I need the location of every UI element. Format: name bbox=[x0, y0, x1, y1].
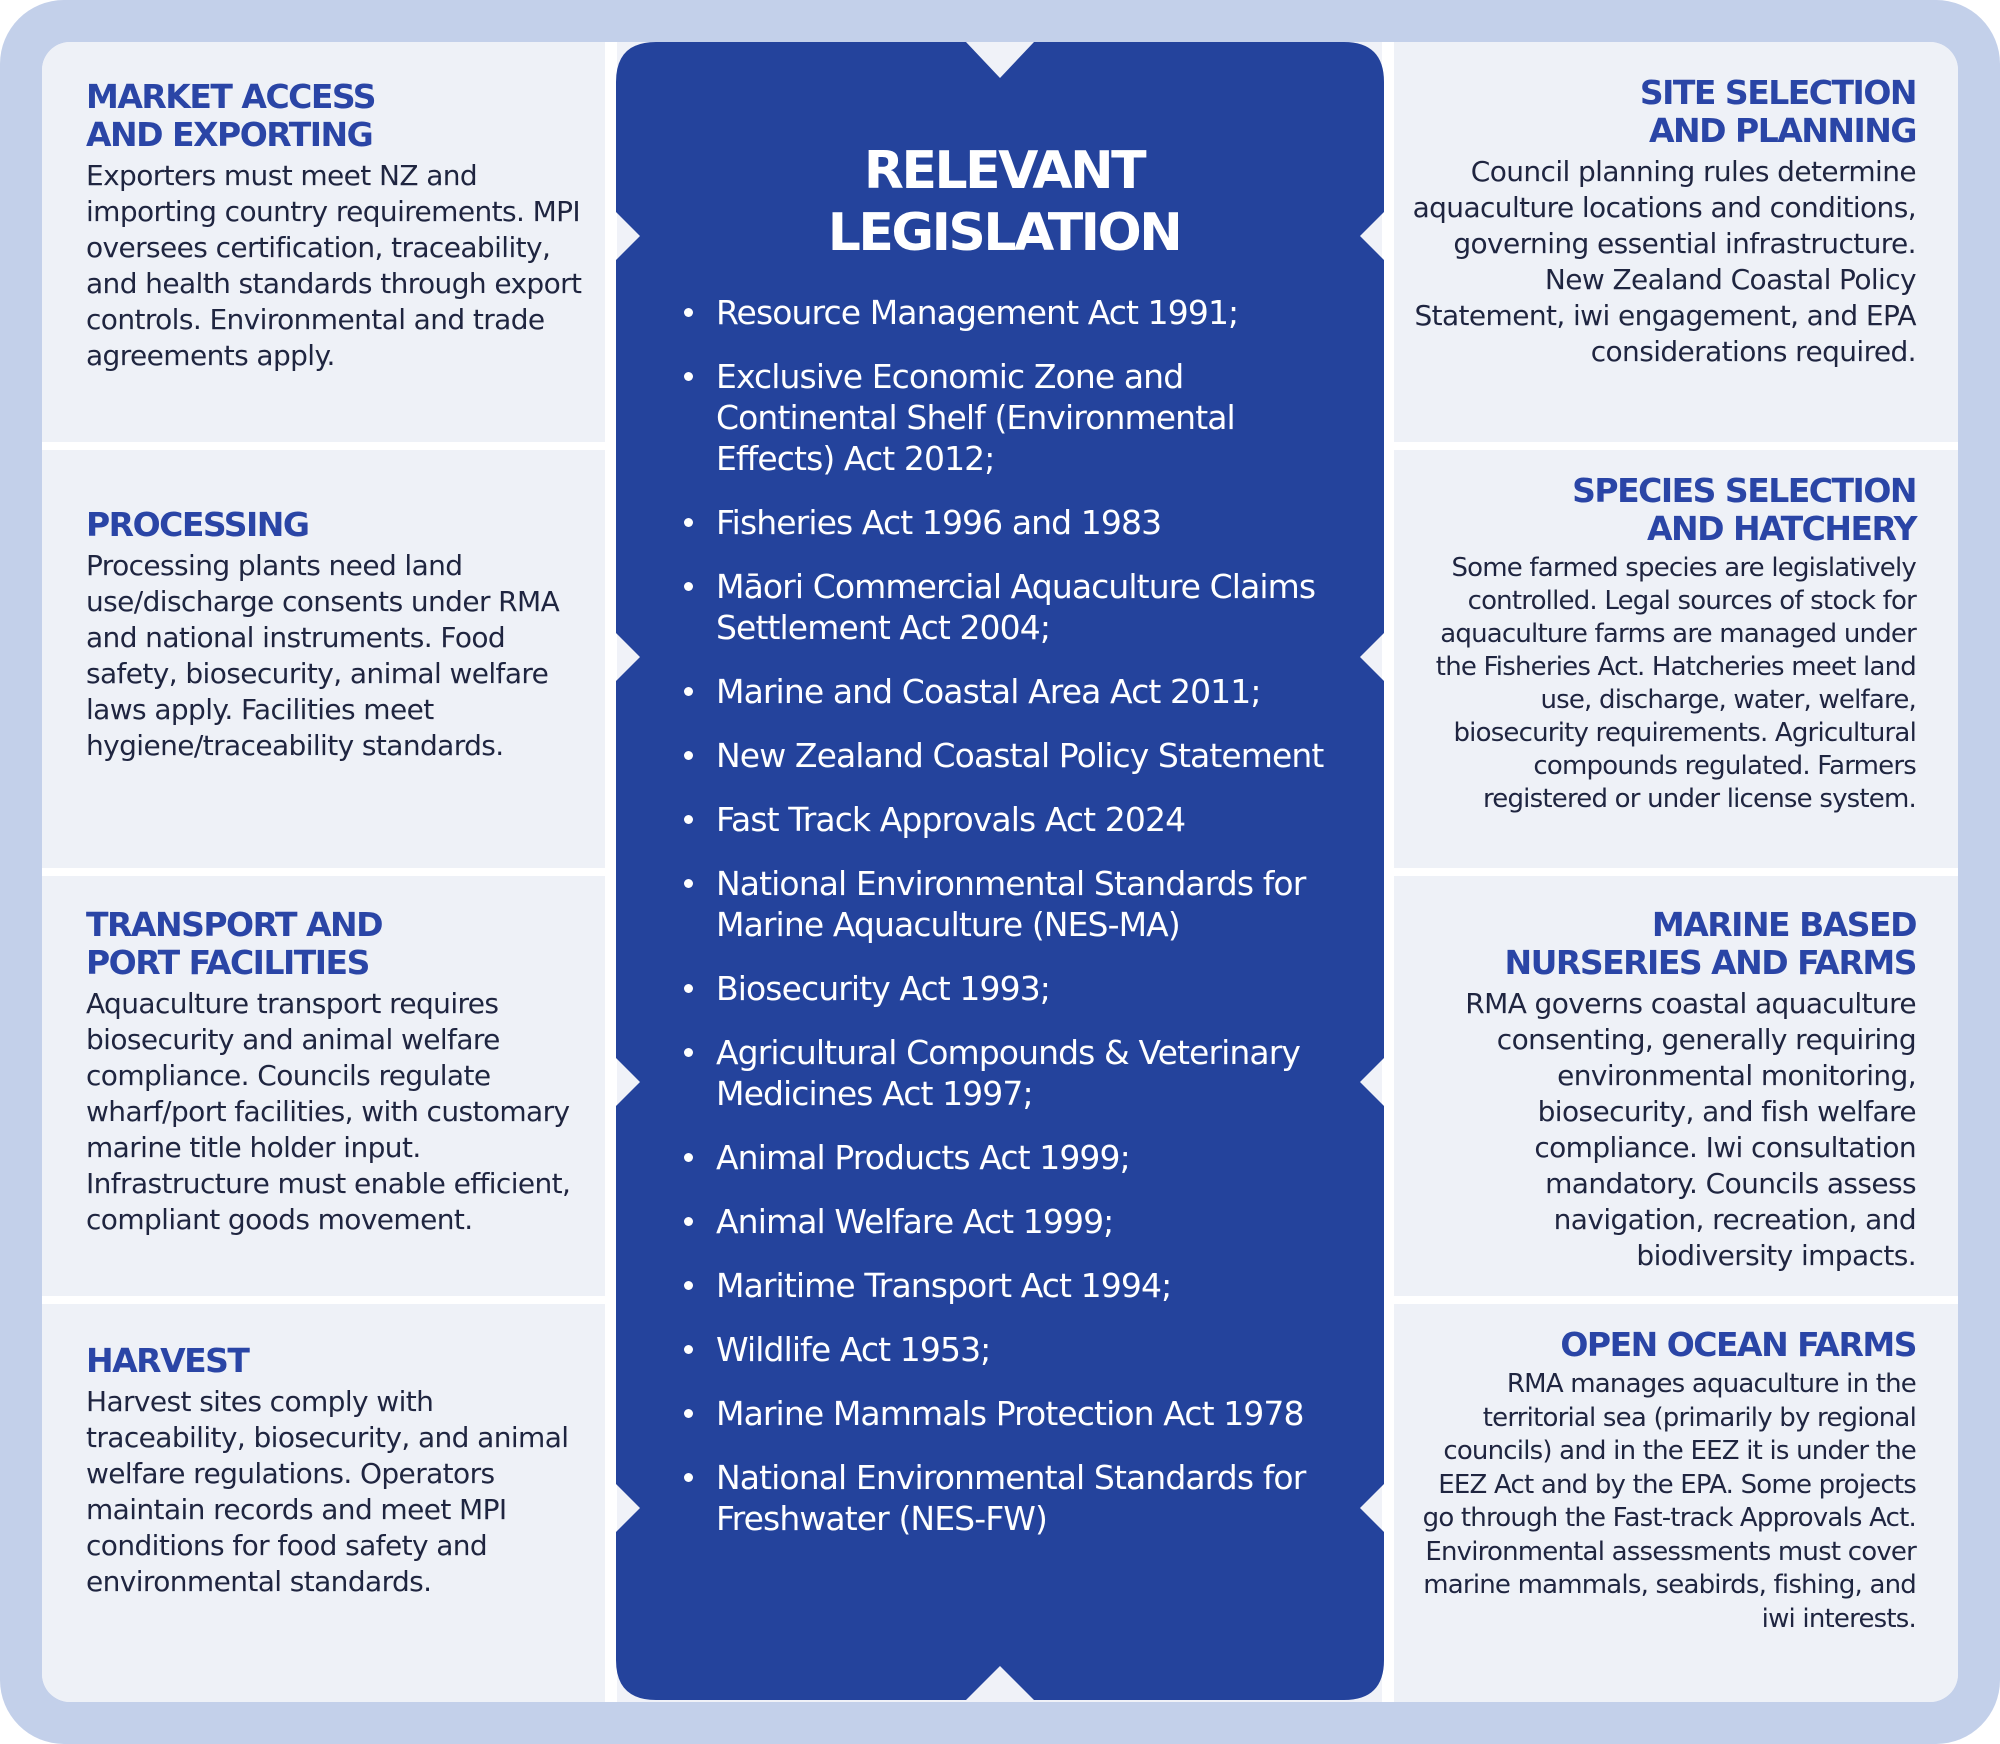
panel-heading: SITE SELECTION AND PLANNING bbox=[1639, 73, 1916, 150]
legislation-item bbox=[684, 1329, 1324, 1370]
panel-body: Processing plants need land use/discharge consents under RMA and national instruments. Food safety, biosecurity, animal welfare laws apply. Facilities meet hygiene/traceability standards. bbox=[86, 549, 560, 762]
legislation-item-text: Animal Welfare Act 1999; bbox=[716, 1202, 1114, 1241]
legislation-item-text: Agricultural Compounds & Veterinary Medicines Act 1997; bbox=[716, 1033, 1301, 1113]
legislation-item bbox=[684, 1201, 1324, 1242]
bullet-icon bbox=[684, 984, 693, 993]
legislation-item-text: Marine Mammals Protection Act 1978 bbox=[716, 1394, 1304, 1433]
bullet-icon bbox=[684, 518, 693, 527]
legislation-item bbox=[684, 356, 1324, 479]
panel-heading: OPEN OCEAN FARMS bbox=[1560, 1325, 1916, 1364]
bullet-icon bbox=[684, 1473, 693, 1482]
legislation-item bbox=[684, 799, 1324, 840]
bullet-icon bbox=[684, 751, 693, 760]
center-legislation bbox=[684, 140, 1324, 1562]
legislation-item bbox=[684, 1393, 1324, 1434]
legislation-item-text: Resource Management Act 1991; bbox=[716, 293, 1239, 332]
panel-body: RMA manages aquaculture in the territorial sea (primarily by regional councils) and in the EEZ it is under the EEZ Act and by the EPA. Some projects go through the Fast-track Approvals Act. Environmental assessments must cover marine mammals, seabirds, fishing, and iwi interests. bbox=[1422, 1369, 1916, 1634]
panel-heading: SPECIES SELECTION AND HATCHERY bbox=[1572, 471, 1916, 548]
bullet-icon bbox=[684, 1153, 693, 1162]
legislation-item-text: New Zealand Coastal Policy Statement bbox=[716, 736, 1324, 775]
panel-body: Some farmed species are legislatively controlled. Legal sources of stock for aquaculture farms are managed under the Fisheries Act. Hatcheries meet land use, discharge, water, welfare, biosecurity requirements. Agricultural compounds regulated. Farmers registered or under license system. bbox=[1435, 553, 1916, 814]
legislation-item-text: National Environmental Standards for Marine Aquaculture (NES-MA) bbox=[716, 864, 1306, 944]
bullet-icon bbox=[684, 1217, 693, 1226]
panel-heading: TRANSPORT AND PORT FACILITIES bbox=[86, 905, 383, 982]
legislation-item bbox=[684, 735, 1324, 776]
panel-heading: MARINE BASED NURSERIES AND FARMS bbox=[1504, 905, 1916, 982]
bullet-icon bbox=[684, 815, 693, 824]
legislation-item-text: Exclusive Economic Zone and Continental Shelf (Environmental Effects) Act 2012; bbox=[716, 357, 1235, 478]
legislation-item-text: Fisheries Act 1996 and 1983 bbox=[716, 503, 1162, 542]
bullet-icon bbox=[684, 582, 693, 591]
legislation-item-text: Maritime Transport Act 1994; bbox=[716, 1266, 1172, 1305]
bullet-icon bbox=[684, 687, 693, 696]
panel-body: RMA governs coastal aquaculture consenting, generally requiring environmental monitoring, biosecurity, and fish welfare compliance. Iwi consultation mandatory. Councils assess navigation, recreation, and biodiversity impacts. bbox=[1465, 987, 1916, 1272]
panel-body: Council planning rules determine aquaculture locations and conditions, governing essential infrastructure. New Zealand Coastal Policy Statement, iwi engagement, and EPA considerations required. bbox=[1412, 155, 1916, 368]
panel-body: Aquaculture transport requires biosecurity and animal welfare compliance. Councils regulate wharf/port facilities, with customary marine title holder input. Infrastructure must enable efficient, compliant goods movement. bbox=[86, 987, 571, 1236]
legislation-list bbox=[684, 292, 1324, 1539]
legislation-item bbox=[684, 1032, 1324, 1114]
legislation-item bbox=[684, 292, 1324, 333]
bullet-icon bbox=[684, 1048, 693, 1057]
panel-heading: PROCESSING bbox=[86, 505, 309, 544]
bullet-icon bbox=[684, 372, 693, 381]
legislation-item bbox=[684, 968, 1324, 1009]
legislation-item bbox=[684, 1265, 1324, 1306]
panel-body: Exporters must meet NZ and importing country requirements. MPI oversees certification, traceability, and health standards through export controls. Environmental and trade agreements apply. bbox=[86, 159, 582, 372]
panel-body: Harvest sites comply with traceability, biosecurity, and animal welfare regulations. Operators maintain records and meet MPI conditions for food safety and environmental standards. bbox=[86, 1385, 569, 1598]
legislation-item bbox=[684, 671, 1324, 712]
legislation-item-text: Biosecurity Act 1993; bbox=[716, 969, 1051, 1008]
legislation-item-text: Māori Commercial Aquaculture Claims Settlement Act 2004; bbox=[716, 567, 1316, 647]
bullet-icon bbox=[684, 1345, 693, 1354]
legislation-item-text: Wildlife Act 1953; bbox=[716, 1330, 991, 1369]
legislation-item-text: Fast Track Approvals Act 2024 bbox=[716, 800, 1186, 839]
bullet-icon bbox=[684, 1281, 693, 1290]
bullet-icon bbox=[684, 1409, 693, 1418]
bullet-icon bbox=[684, 879, 693, 888]
legislation-item bbox=[684, 1137, 1324, 1178]
legislation-item bbox=[684, 502, 1324, 543]
legislation-item-text: Animal Products Act 1999; bbox=[716, 1138, 1130, 1177]
legislation-item-text: Marine and Coastal Area Act 2011; bbox=[716, 672, 1261, 711]
bullet-icon bbox=[684, 308, 693, 317]
center-title: RELEVANT LEGISLATION bbox=[827, 141, 1181, 263]
panel-heading: MARKET ACCESS AND EXPORTING bbox=[86, 77, 375, 154]
legislation-item bbox=[684, 566, 1324, 648]
legislation-item bbox=[684, 863, 1324, 945]
legislation-item-text: National Environmental Standards for Freshwater (NES-FW) bbox=[716, 1458, 1306, 1538]
panel-heading: HARVEST bbox=[86, 1341, 249, 1380]
legislation-item bbox=[684, 1457, 1324, 1539]
